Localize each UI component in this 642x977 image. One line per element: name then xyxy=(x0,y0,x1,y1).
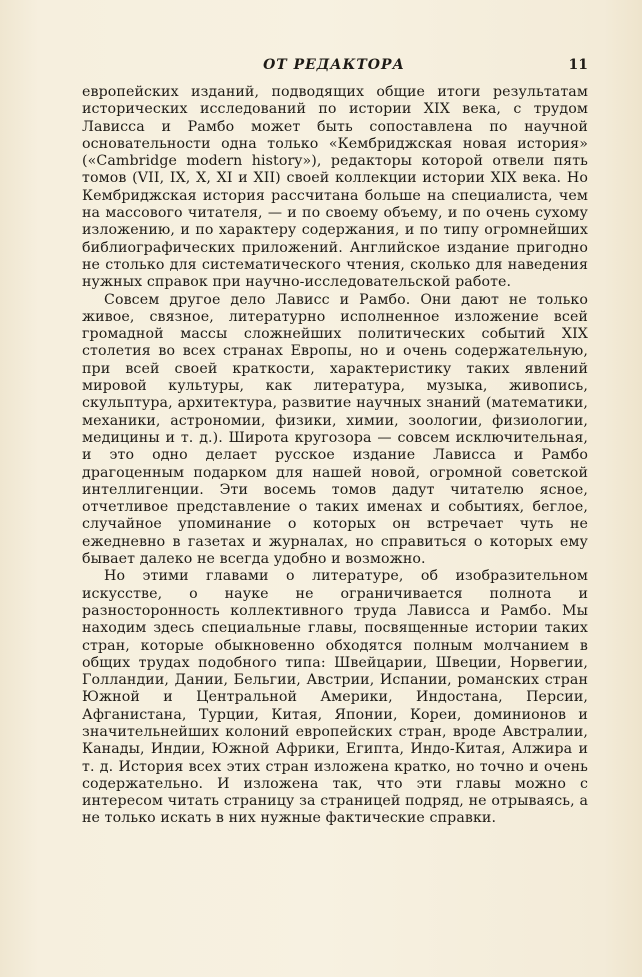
body-text xyxy=(82,84,588,828)
paragraph-special-chapters: Но этими главами о литературе, об изобразительном искусстве, о науке не ограничивается полнота и разносторонность коллективного труда Лависса и Рамбо. Мы находим здесь специальные главы, посвященные истории таких стран, которые обыкновенно обходятся полным молчанием в общих трудах подобного типа: Швейцарии, Швеции, Норвегии, Голландии, Дании, Бельгии, Австрии, Испании, романских стран Южной и Центральной Америки, Индостана, Персии, Афганистана, Турции, Китая, Японии, Кореи, доминионов и значительнейших колоний европейских стран, вроде Австралии, Канады, Индии, Южной Африки, Египта, Индо-Китая, Алжира и т. д. История всех этих стран изложена кратко, но точно и очень содержательно. И изложена так, что эти главы можно с интересом читать страницу за страницей подряд, не отрываясь, а не только искать в них нужные фактические справки. xyxy=(82,568,588,827)
paragraph-lavisse-rambaud: Совсем другое дело Лависс и Рамбо. Они дают не только живое, связное, литературно исполненное изложение всей громадной массы сложнейших политических событий XIX столетия во всех странах Европы, но и очень содержательную, при всей своей краткости, характеристику таких явлений мировой культуры, как литература, музыка, живопись, скульптура, архитектура, развитие научных знаний (математики, механики, астрономии, физики, химии, зоологии, физиологии, медицины и т. д.). Широта кругозора — совсем исключительная, и это одно делает русское издание Лависса и Рамбо драгоценным подарком для нашей новой, огромной советской интеллигенции. Эти восемь томов дадут читателю ясное, отчетливое представление о таких именах и событиях, беглое, случайное упоминание о которых он встречает чуть не ежедневно в газетах и журналах, но справиться о которых ему бывает далеко не всегда удобно и возможно. xyxy=(82,291,588,568)
page-header xyxy=(80,57,588,77)
page-number: 11 xyxy=(568,57,588,73)
running-title: ОТ РЕДАКТОРА xyxy=(263,57,405,73)
paragraph-continued: европейских изданий, подводящих общие итоги результатам исторических исследований по истории XIX века, с трудом Лависса и Рамбо может быть сопоставлена по научной основательности одна только «Кембриджская новая история» («Cambridge modern history»), редакторы которой отвели пять томов (VII, IX, X, XI и XII) своей коллекции истории XIX века. Но Кембриджская история рассчитана больше на специалиста, чем на массового читателя, — и по своему объему, и по очень сухому изложению, и по характеру содержания, и по типу огромнейших библиографических приложений. Английское издание пригодно не столько для систематического чтения, сколько для наведения нужных справок при научно-исследовательской работе. xyxy=(82,84,588,291)
